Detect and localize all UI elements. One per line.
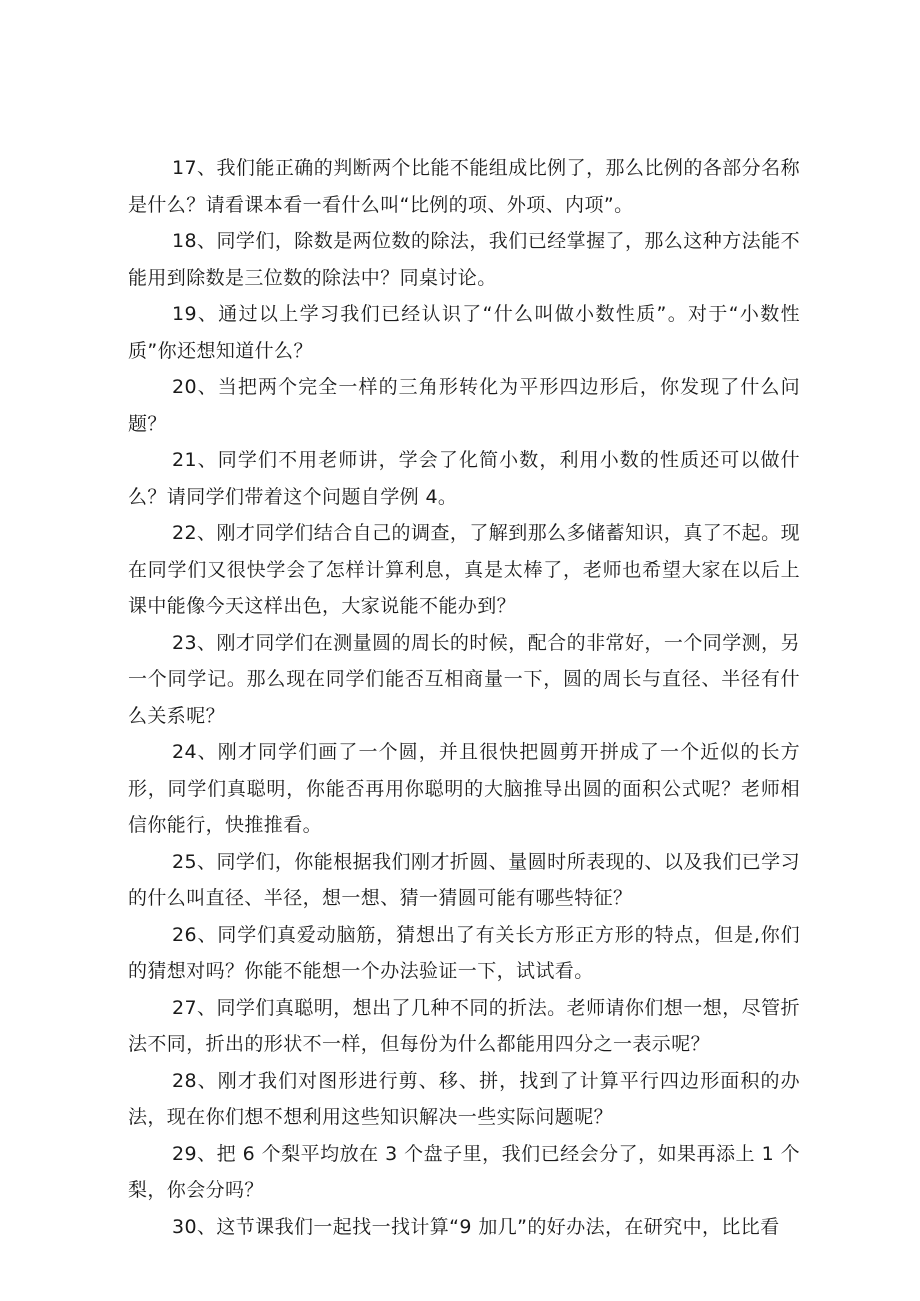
paragraph-27: 27、同学们真聪明，想出了几种不同的折法。老师请你们想一想，尽管折法不同，折出的形状不一样，但每份为什么都能用四分之一表示呢？: [128, 996, 800, 1055]
paragraph-24: 24、刚才同学们画了一个圆，并且很快把圆剪开拼成了一个近似的长方形，同学们真聪明，你能否再用你聪明的大脑推导出圆的面积公式呢？老师相信你能行，快推推看。: [128, 741, 800, 836]
paragraph-19: 19、通过以上学习我们已经认识了“什么叫做小数性质”。对于“小数性质”你还想知道什么？: [128, 303, 800, 362]
paragraph-30: 30、这节课我们一起找一找计算“9 加几”的好办法，在研究中，比比看: [172, 1215, 780, 1238]
document-body: [128, 150, 800, 1245]
paragraph-17: 17、我们能正确的判断两个比能不能组成比例了，那么比例的各部分名称是什么？请看课本看一看什么叫“比例的项、外项、内项”。: [128, 157, 800, 216]
paragraph-20: 20、当把两个完全一样的三角形转化为平形四边形后，你发现了什么问题？: [128, 376, 800, 435]
paragraph-26: 26、同学们真爱动脑筋，猜想出了有关长方形正方形的特点，但是,你们的猜想对吗？你能不能想一个办法验证一下，试试看。: [128, 923, 800, 982]
paragraph-21: 21、同学们不用老师讲，学会了化简小数，利用小数的性质还可以做什么？请同学们带着这个问题自学例 4。: [128, 449, 800, 508]
paragraph-22: 22、刚才同学们结合自己的调查，了解到那么多储蓄知识，真了不起。现在同学们又很快学会了怎样计算利息，真是太棒了，老师也希望大家在以后上课中能像今天这样出色，大家说能不能办到？: [128, 522, 800, 617]
paragraph-23: 23、刚才同学们在测量圆的周长的时候，配合的非常好，一个同学测，另一个同学记。那么现在同学们能否互相商量一下，圆的周长与直径、半径有什么关系呢？: [128, 631, 800, 727]
paragraph-25: 25、同学们，你能根据我们刚才折圆、量圆时所表现的、以及我们已学习的什么叫直径、半径，想一想、猜一猜圆可能有哪些特征？: [128, 850, 800, 909]
paragraph-29: 29、把 6 个梨平均放在 3 个盘子里，我们已经会分了，如果再添上 1 个梨，你会分吗？: [128, 1142, 800, 1201]
paragraph-18: 18、同学们，除数是两位数的除法，我们已经掌握了，那么这种方法能不能用到除数是三位数的除法中？同桌讨论。: [128, 230, 800, 289]
paragraph-28: 28、刚才我们对图形进行剪、移、拼，找到了计算平行四边形面积的办法，现在你们想不想利用这些知识解决一些实际问题呢？: [128, 1069, 800, 1128]
